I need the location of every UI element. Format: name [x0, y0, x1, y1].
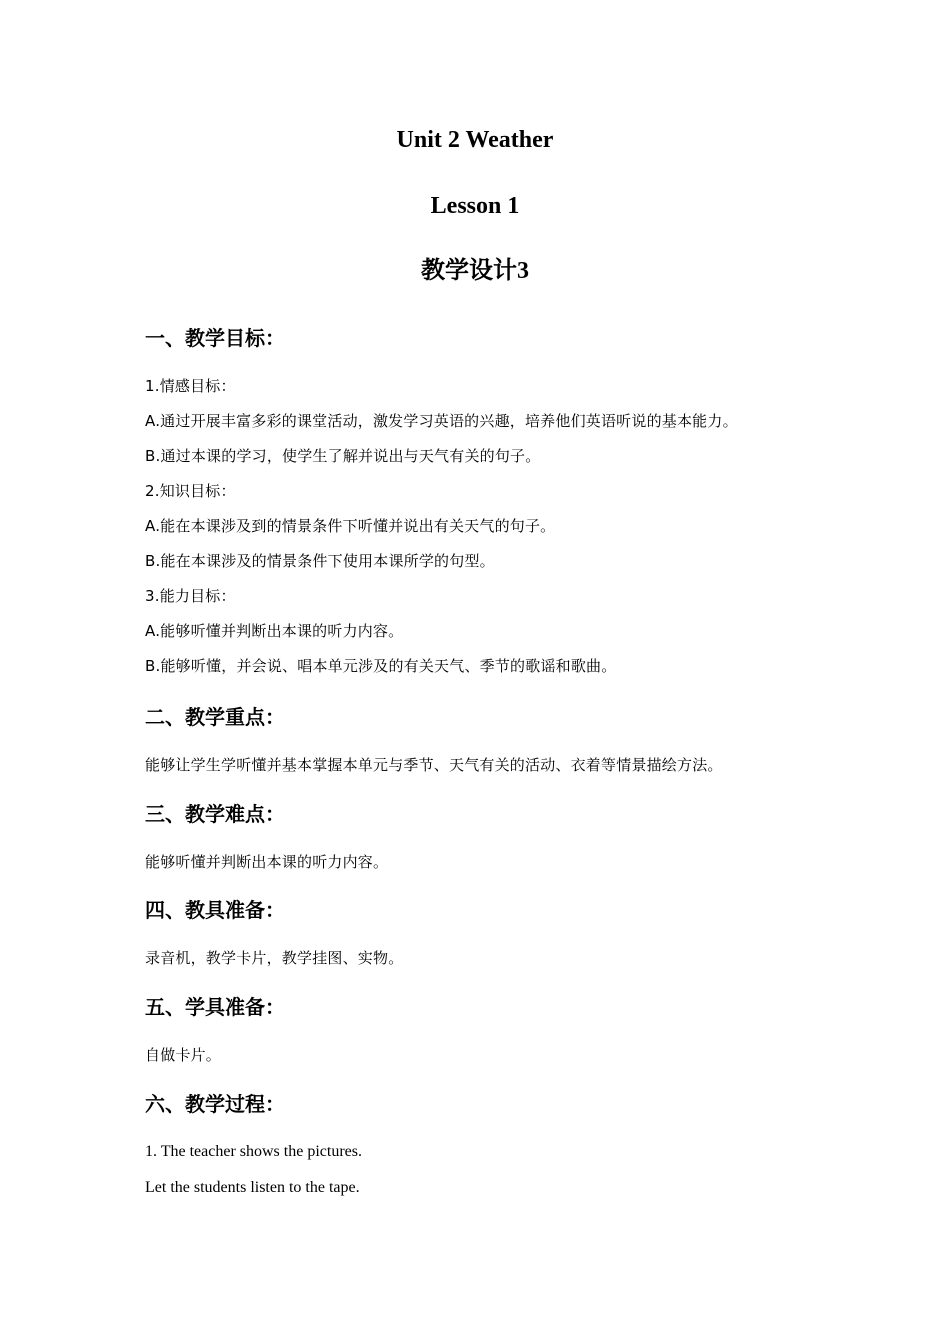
difficulties-text: 能够听懂并判断出本课的听力内容。 [145, 853, 389, 871]
key-points-text: 能够让学生学听懂并基本掌握本单元与季节、天气有关的活动、衣着等情景描绘方法。 [145, 756, 723, 774]
goals-line-9: B.能够听懂，并会说、唱本单元涉及的有关天气、季节的歌谣和歌曲。 [145, 657, 617, 675]
goals-line-8: A.能够听懂并判断出本课的听力内容。 [145, 622, 404, 640]
key-points-heading: 二、教学重点： [145, 705, 285, 729]
goals-line-1: 1.情感目标： [145, 377, 236, 395]
process-heading: 六、教学过程： [145, 1092, 285, 1116]
learning-aids-text: 自做卡片。 [145, 1046, 222, 1064]
teaching-aids-heading: 四、教具准备： [145, 898, 285, 922]
unit-title: Unit 2 Weather [396, 127, 554, 153]
lesson-title: Lesson 1 [430, 193, 520, 219]
goals-line-7: 3.能力目标： [145, 587, 236, 605]
teaching-aids-text: 录音机，教学卡片，教学挂图、实物。 [145, 949, 404, 967]
goals-heading: 一、教学目标： [145, 326, 285, 350]
goals-line-4: 2.知识目标： [145, 482, 236, 500]
difficulties-heading: 三、教学难点： [145, 802, 285, 826]
goals-line-6: B.能在本课涉及的情景条件下使用本课所学的句型。 [145, 552, 495, 570]
goals-line-3: B.通过本课的学习，使学生了解并说出与天气有关的句子。 [145, 447, 541, 465]
process-line-2: Let the students listen to the tape. [145, 1179, 360, 1196]
goals-line-2: A.通过开展丰富多彩的课堂活动，激发学习英语的兴趣，培养他们英语听说的基本能力。 [145, 412, 738, 430]
learning-aids-heading: 五、学具准备： [145, 995, 285, 1019]
design-title: 教学设计3 [421, 258, 529, 284]
goals-line-5: A.能在本课涉及到的情景条件下听懂并说出有关天气的句子。 [145, 517, 556, 535]
process-line-1: 1. The teacher shows the pictures. [145, 1143, 362, 1160]
